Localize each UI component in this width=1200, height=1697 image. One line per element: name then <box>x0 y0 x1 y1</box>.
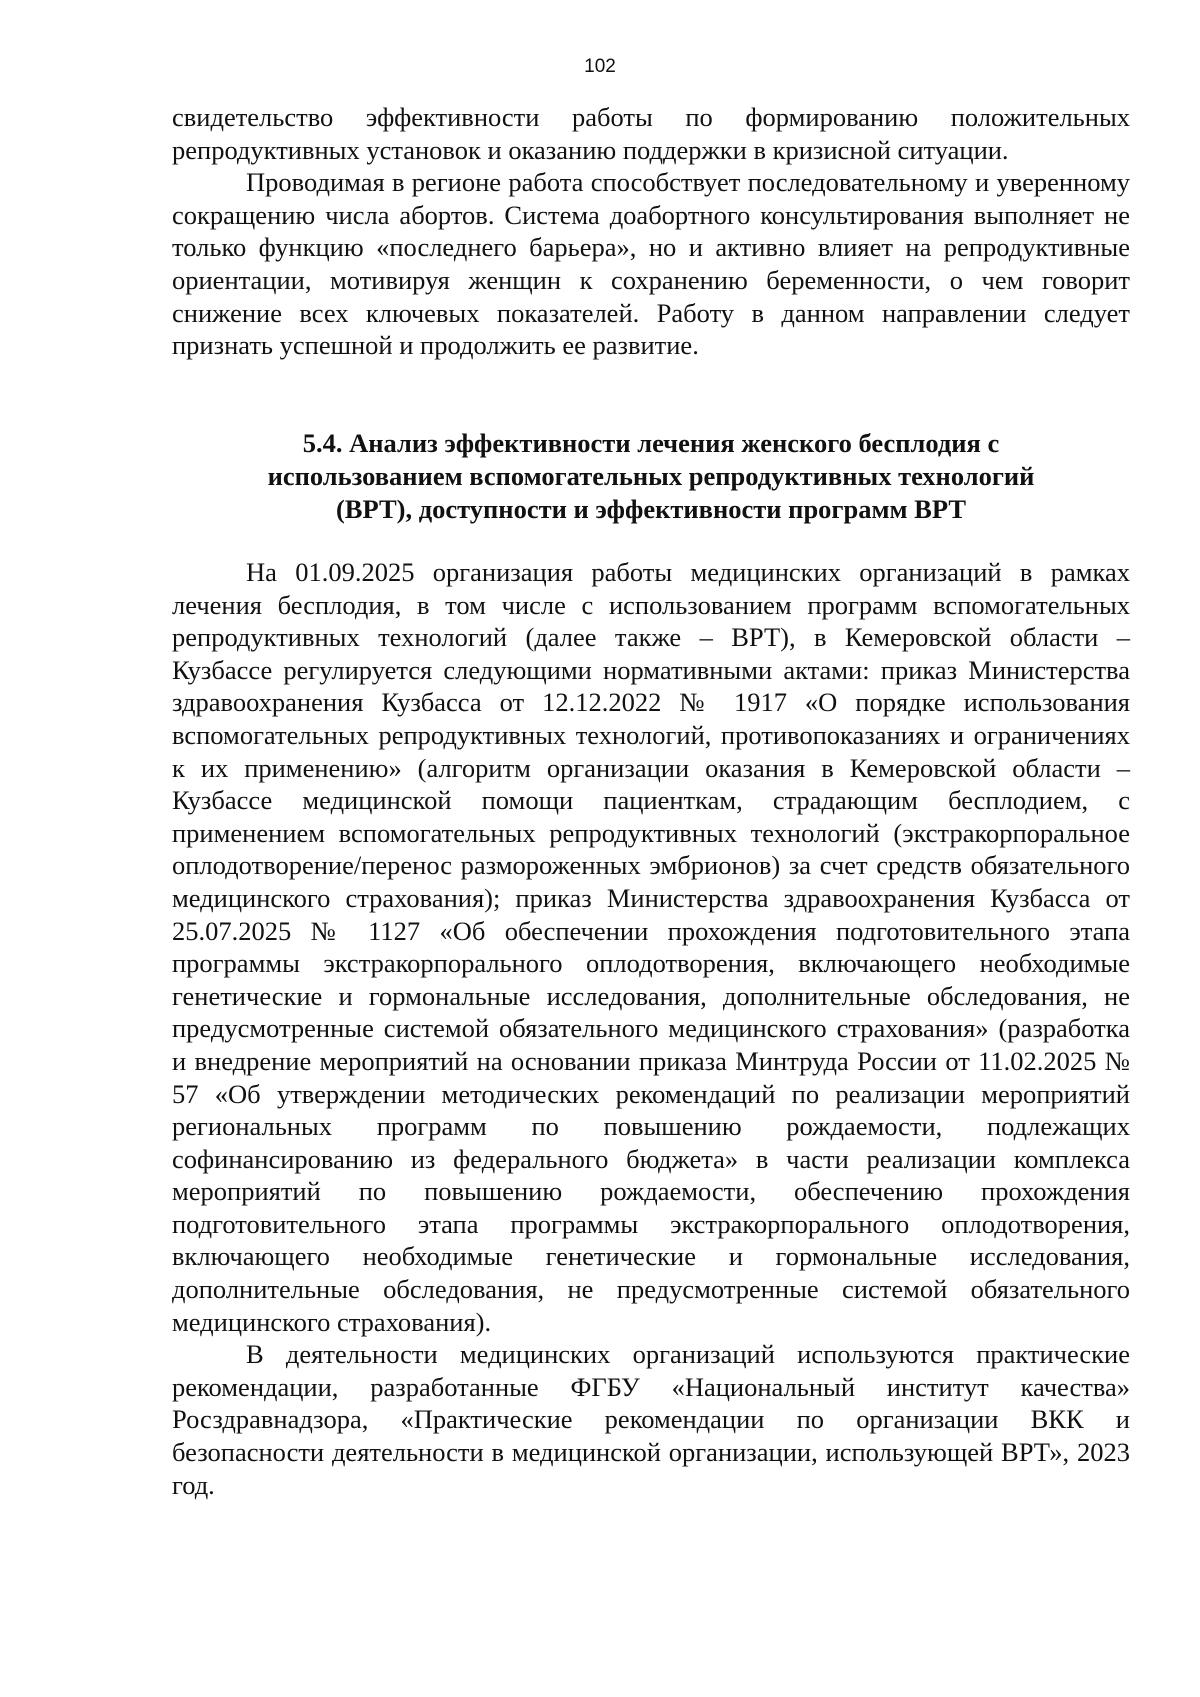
paragraph: Проводимая в регионе работа способствует последовательному и уверенному сокращению числа абортов. Система доабортного консультирования выполняет не только функцию «последнего барьера», но и активно влияет на репродуктивные ориентации, мотивируя женщин к сохранению беременности, о чем говорит снижение всех ключевых показателей. Работу в данном направлении следует признать успешной и продолжить ее развитие. <box>172 167 1130 361</box>
section-heading-line: (ВРТ), доступности и эффективности программ ВРТ <box>335 493 967 524</box>
section-heading-line: использованием вспомогательных репродуктивных технологий <box>267 460 1035 491</box>
body-text-bottom <box>172 556 1130 1501</box>
body-text-top <box>172 101 1130 362</box>
paragraph: На 01.09.2025 организация работы медицинских организаций в рамках лечения бесплодия, в том числе с использованием программ вспомогательных репродуктивных технологий (далее также – ВРТ), в Кемеровской области – Кузбассе регулируется следующими нормативными актами: приказ Министерства здравоохранения Кузбасса от 12.12.2022 № 1917 «О порядке использования вспомогательных репродуктивных технологий, противопоказаниях и ограничениях к их применению» (алгоритм организации оказания в Кемеровской области – Кузбассе медицинской помощи пациенткам, страдающим бесплодием, с применением вспомогательных репродуктивных технологий (экстракорпоральное оплодотворение/перенос размороженных эмбрионов) за счет средств обязательного медицинского страхования); приказ Министерства здравоохранения Кузбасса от 25.07.2025 № 1127 «Об обеспечении прохождения подготовительного этапа программы экстракорпорального оплодотворения, включающего необходимые генетические и гормональные исследования, дополнительные обследования, не предусмотренные системой обязательного медицинского страхования» (разработка и внедрение мероприятий на основании приказа Минтруда России от 11.02.2025 № 57 «Об утверждении методических рекомендаций по реализации мероприятий региональных программ по повышению рождаемости, подлежащих софинансированию из федерального бюджета» в части реализации комплекса мероприятий по повышению рождаемости, обеспечению прохождения подготовительного этапа программы экстракорпорального оплодотворения, включающего необходимые генетические и гормональные исследования, дополнительные обследования, не предусмотренные системой обязательного медицинского страхования). <box>172 557 1130 1337</box>
section-heading-line: 5.4. Анализ эффективности лечения женского бесплодия с <box>302 428 1000 458</box>
paragraph: свидетельство эффективности работы по формированию положительных репродуктивных установок и оказанию поддержки в кризисной ситуации. <box>172 102 1130 165</box>
section-heading <box>172 427 1130 525</box>
paragraph: В деятельности медицинских организаций используются практические рекомендации, разработанные ФГБУ «Национальный институт качества» Росздравнадзора, «Практические рекомендации по организации ВКК и безопасности деятельности в медицинской организации, использующей ВРТ», 2023 год. <box>172 1339 1130 1500</box>
page-number: 102 <box>584 56 616 77</box>
